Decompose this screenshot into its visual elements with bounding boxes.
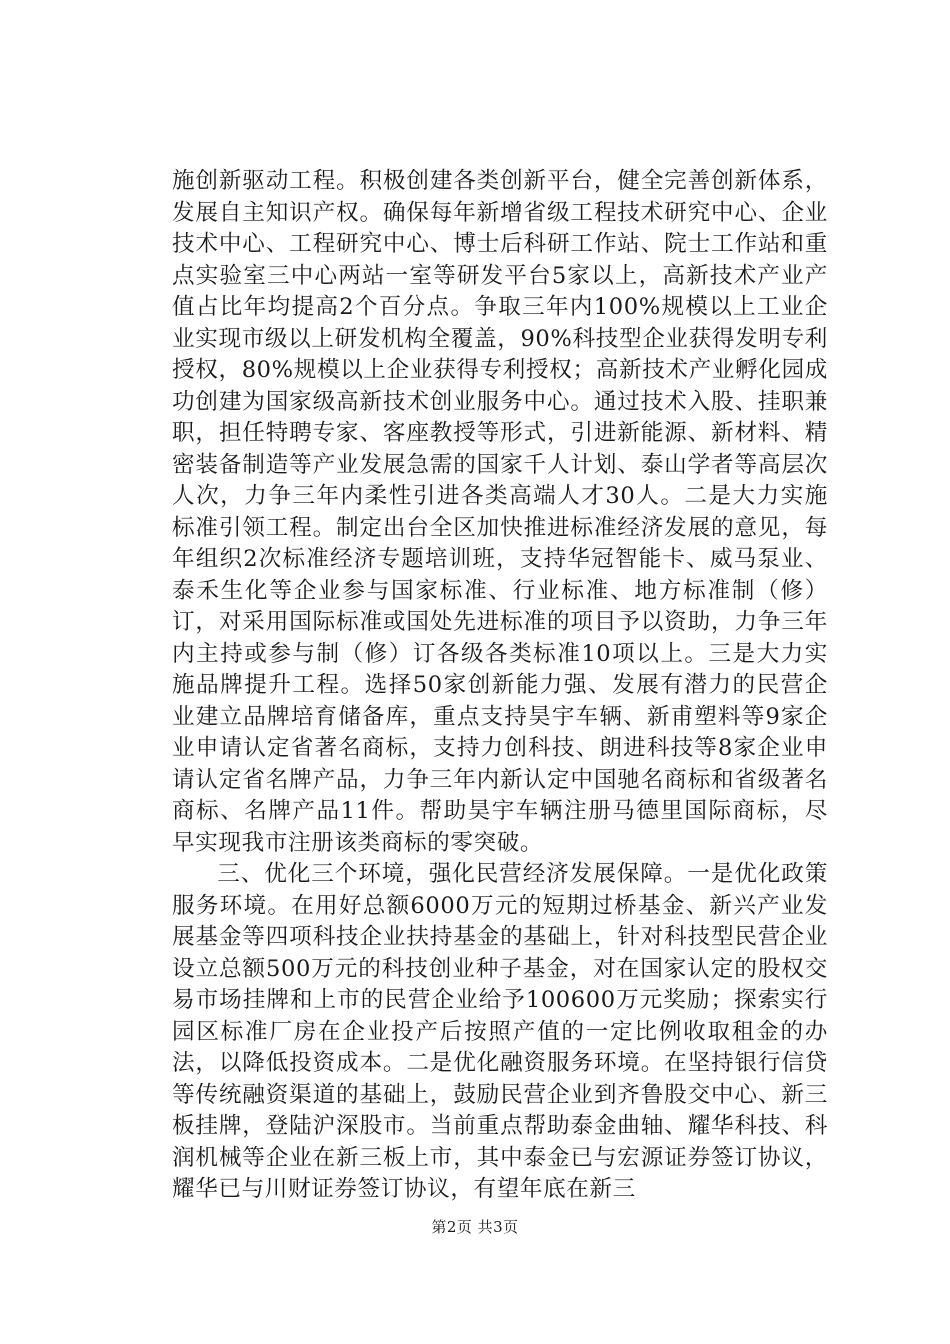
body-paragraph-2: 三、优化三个环境，强化民营经济发展保障。一是优化政策服务环境。在用好总额6000万元的短期过桥基金、新兴产业发展基金等四项科技企业扶持基金的基础上，针对科技型民营企业设立总额500万元的科技创业种子基金，对在国家认定的股权交易市场挂牌和上市的民营企业给予100600万元奖励；探索实行园区标准厂房在企业投产后按照产值的一定比例收取租金的办法，以降低投资成本。二是优化融资服务环境。在坚持银行信贷等传统融资渠道的基础上，鼓励民营企业到齐鲁股交中心、新三板挂牌，登陆沪深股市。当前重点帮助泰金曲轴、耀华科技、科润机械等企业在新三板上市，其中泰金已与宏源证券签订协议，耀华已与川财证券签订协议，有望年底在新三 [172,861,828,1202]
body-paragraph-1: 施创新驱动工程。积极创建各类创新平台，健全完善创新体系，发展自主知识产权。确保每年新增省级工程技术研究中心、企业技术中心、工程研究中心、博士后科研工作站、院士工作站和重点实验室三中心两站一室等研发平台5家以上，高新技术产业产值占比年均提高2个百分点。争取三年内100%规模以上工业企业实现市级以上研发机构全覆盖，90%科技型企业获得发明专利授权，80%规模以上企业获得专利授权；高新技术产业孵化园成功创建为国家级高新技术创业服务中心。通过技术入股、挂职兼职，担任特聘专家、客座教授等形式，引进新能源、新材料、精密装备制造等产业发展急需的国家千人计划、泰山学者等高层次人次，力争三年内柔性引进各类高端人才30人。二是大力实施标准引领工程。制定出台全区加快推进标准经济发展的意见，每年组织2次标准经济专题培训班，支持华冠智能卡、威马泵业、泰禾生化等企业参与国家标准、行业标准、地方标准制（修）订，对采用国际标准或国处先进标准的项目予以资助，力争三年内主持或参与制（修）订各级各类标准10项以上。三是大力实施品牌提升工程。选择50家创新能力强、发展有潜力的民营企业建立品牌培育储备库，重点支持昊宇车辆、新甫塑料等9家企业申请认定省著名商标，支持力创科技、朗进科技等8家企业申请认定省名牌产品，力争三年内新认定中国驰名商标和省级著名商标、名牌产品11件。帮助昊宇车辆注册马德里国际商标，尽早实现我市注册该类商标的零突破。 [172,168,828,856]
page-number-footer: 第2页 共3页 [431,1218,519,1236]
document-body [172,166,828,1206]
